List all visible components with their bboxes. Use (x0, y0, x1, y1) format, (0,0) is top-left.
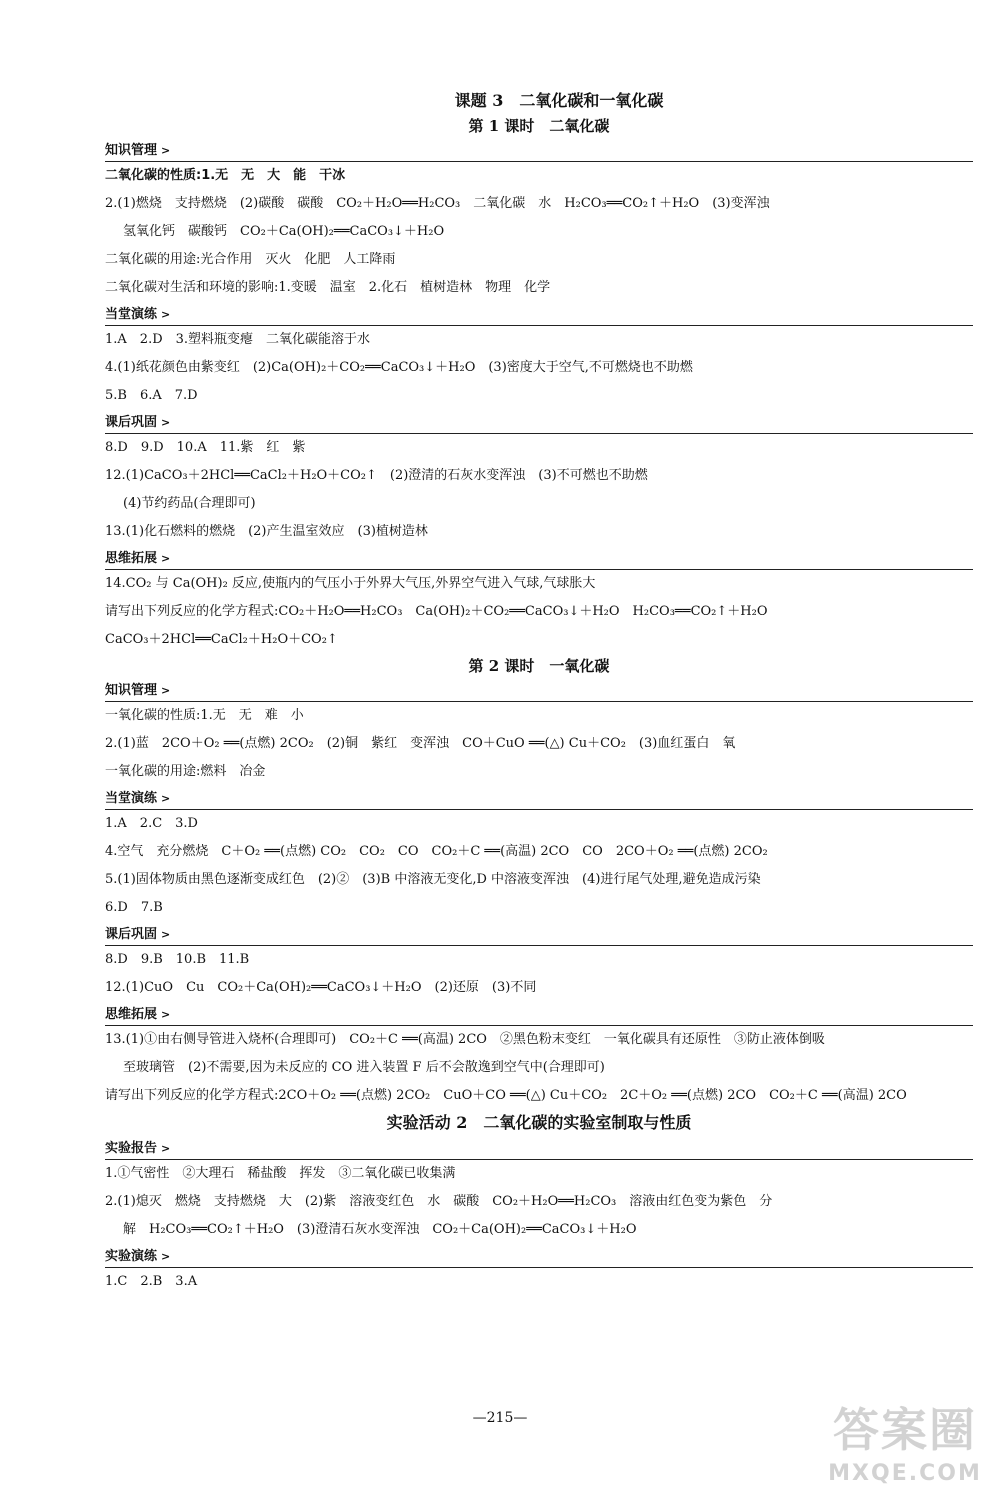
answer-line: 请写出下列反应的化学方程式:CO₂＋H₂O══H₂CO₃ Ca(OH)₂＋CO₂══CaCO₃↓＋H₂O H₂CO₃══CO₂↑＋H₂O (105, 604, 768, 619)
section-header: 当堂演练 > (105, 304, 973, 326)
answer-line: (4)节约药品(合理即可) (123, 496, 256, 511)
answer-line: 请写出下列反应的化学方程式:2CO＋O₂ ══(点燃) 2CO₂ CuO＋CO ══(△) Cu＋CO₂ 2C＋O₂ ══(点燃) 2CO CO₂＋C ══(高温) 2CO (105, 1088, 907, 1103)
section-header: 课后巩固 > (105, 924, 973, 946)
answer-line: 一氧化碳的性质:1.无 无 难 小 (105, 708, 304, 723)
watermark-logo (820, 1400, 990, 1495)
answer-line: 至玻璃管 (2)不需要,因为未反应的 CO 进入装置 F 后不会散逸到空气中(合理即可) (123, 1060, 605, 1075)
answer-line: 4.(1)纸花颜色由紫变红 (2)Ca(OH)₂＋CO₂══CaCO₃↓＋H₂O (3)密度大于空气,不可燃烧也不助燃 (105, 360, 693, 375)
answer-content (105, 88, 973, 1296)
answer-line: 6.D 7.B (105, 900, 163, 915)
activity-title: 实验活动 2 二氧化碳的实验室制取与性质 (386, 1113, 692, 1132)
answer-line: 2.(1)蓝 2CO＋O₂ ══(点燃) 2CO₂ (2)铜 紫红 变浑浊 CO＋CuO ══(△) Cu＋CO₂ (3)血红蛋白 氧 (105, 736, 736, 751)
answer-line: 1.A 2.D 3.塑料瓶变瘪 二氧化碳能溶于水 (105, 332, 371, 347)
section-header: 知识管理 > (105, 680, 973, 702)
watermark-url: MXQE.COM (828, 1461, 982, 1486)
answer-line: 二氧化碳的性质:1.无 无 大 能 干冰 (105, 168, 346, 183)
answer-line: 5.B 6.A 7.D (105, 388, 198, 403)
answer-line: 13.(1)化石燃料的燃烧 (2)产生温室效应 (3)植树造林 (105, 524, 428, 539)
section-header: 实验演练 > (105, 1246, 973, 1268)
watermark-text: 答案圈 (833, 1403, 977, 1457)
answer-line: 一氧化碳的用途:燃料 冶金 (105, 764, 266, 779)
answer-line: 5.(1)固体物质由黑色逐渐变成红色 (2)② (3)B 中溶液无变化,D 中溶液变浑浊 (4)进行尾气处理,避免造成污染 (105, 872, 761, 887)
answer-line: 2.(1)燃烧 支持燃烧 (2)碳酸 碳酸 CO₂＋H₂O══H₂CO₃ 二氧化碳 水 H₂CO₃══CO₂↑＋H₂O (3)变浑浊 (105, 196, 770, 211)
answer-line: 14.CO₂ 与 Ca(OH)₂ 反应,使瓶内的气压小于外界大气压,外界空气进入气球,气球胀大 (105, 576, 596, 591)
answer-line: 1.A 2.C 3.D (105, 816, 198, 831)
answer-line: 1.①气密性 ②大理石 稀盐酸 挥发 ③二氧化碳已收集满 (105, 1166, 456, 1181)
page-number: —215— (472, 1410, 528, 1426)
answer-line: 8.D 9.B 10.B 11.B (105, 952, 250, 967)
answer-line: 二氧化碳对生活和环境的影响:1.变暖 温室 2.化石 植树造林 物理 化学 (105, 280, 551, 295)
section-header: 当堂演练 > (105, 788, 973, 810)
answer-line: 8.D 9.D 10.A 11.紫 红 紫 (105, 440, 306, 455)
answer-line: 12.(1)CuO Cu CO₂＋Ca(OH)₂══CaCO₃↓＋H₂O (2)还原 (3)不同 (105, 980, 537, 995)
answer-line: 氢氧化钙 碳酸钙 CO₂＋Ca(OH)₂══CaCO₃↓＋H₂O (123, 224, 445, 239)
answer-line: CaCO₃＋2HCl══CaCl₂＋H₂O＋CO₂↑ (105, 632, 338, 647)
answer-line: 1.C 2.B 3.A (105, 1274, 198, 1289)
lesson-2-title: 第 2 课时 一氧化碳 (468, 657, 610, 675)
chapter-title: 课题 3 二氧化碳和一氧化碳 (454, 91, 664, 110)
answer-line: 12.(1)CaCO₃＋2HCl══CaCl₂＋H₂O＋CO₂↑ (2)澄清的石灰水变浑浊 (3)不可燃也不助燃 (105, 468, 648, 483)
answer-line: 4.空气 充分燃烧 C＋O₂ ══(点燃) CO₂ CO₂ CO CO₂＋C ══(高温) 2CO CO 2CO＋O₂ ══(点燃) 2CO₂ (105, 844, 768, 859)
section-header: 实验报告 > (105, 1138, 973, 1160)
answer-line: 13.(1)①由右侧导管进入烧杯(合理即可) CO₂＋C ══(高温) 2CO ②黑色粉末变红 一氧化碳具有还原性 ③防止液体倒吸 (105, 1032, 825, 1047)
section-header: 课后巩固 > (105, 412, 973, 434)
section-header: 知识管理 > (105, 140, 973, 162)
answer-line: 2.(1)熄灭 燃烧 支持燃烧 大 (2)紫 溶液变红色 水 碳酸 CO₂＋H₂O══H₂CO₃ 溶液由红色变为紫色 分 (105, 1194, 773, 1209)
answer-line: 二氧化碳的用途:光合作用 灭火 化肥 人工降雨 (105, 252, 396, 267)
answer-line: 解 H₂CO₃══CO₂↑＋H₂O (3)澄清石灰水变浑浊 CO₂＋Ca(OH)₂══CaCO₃↓＋H₂O (123, 1222, 637, 1237)
section-header: 思维拓展 > (105, 548, 973, 570)
section-header: 思维拓展 > (105, 1004, 973, 1026)
lesson-1-title: 第 1 课时 二氧化碳 (468, 117, 610, 135)
